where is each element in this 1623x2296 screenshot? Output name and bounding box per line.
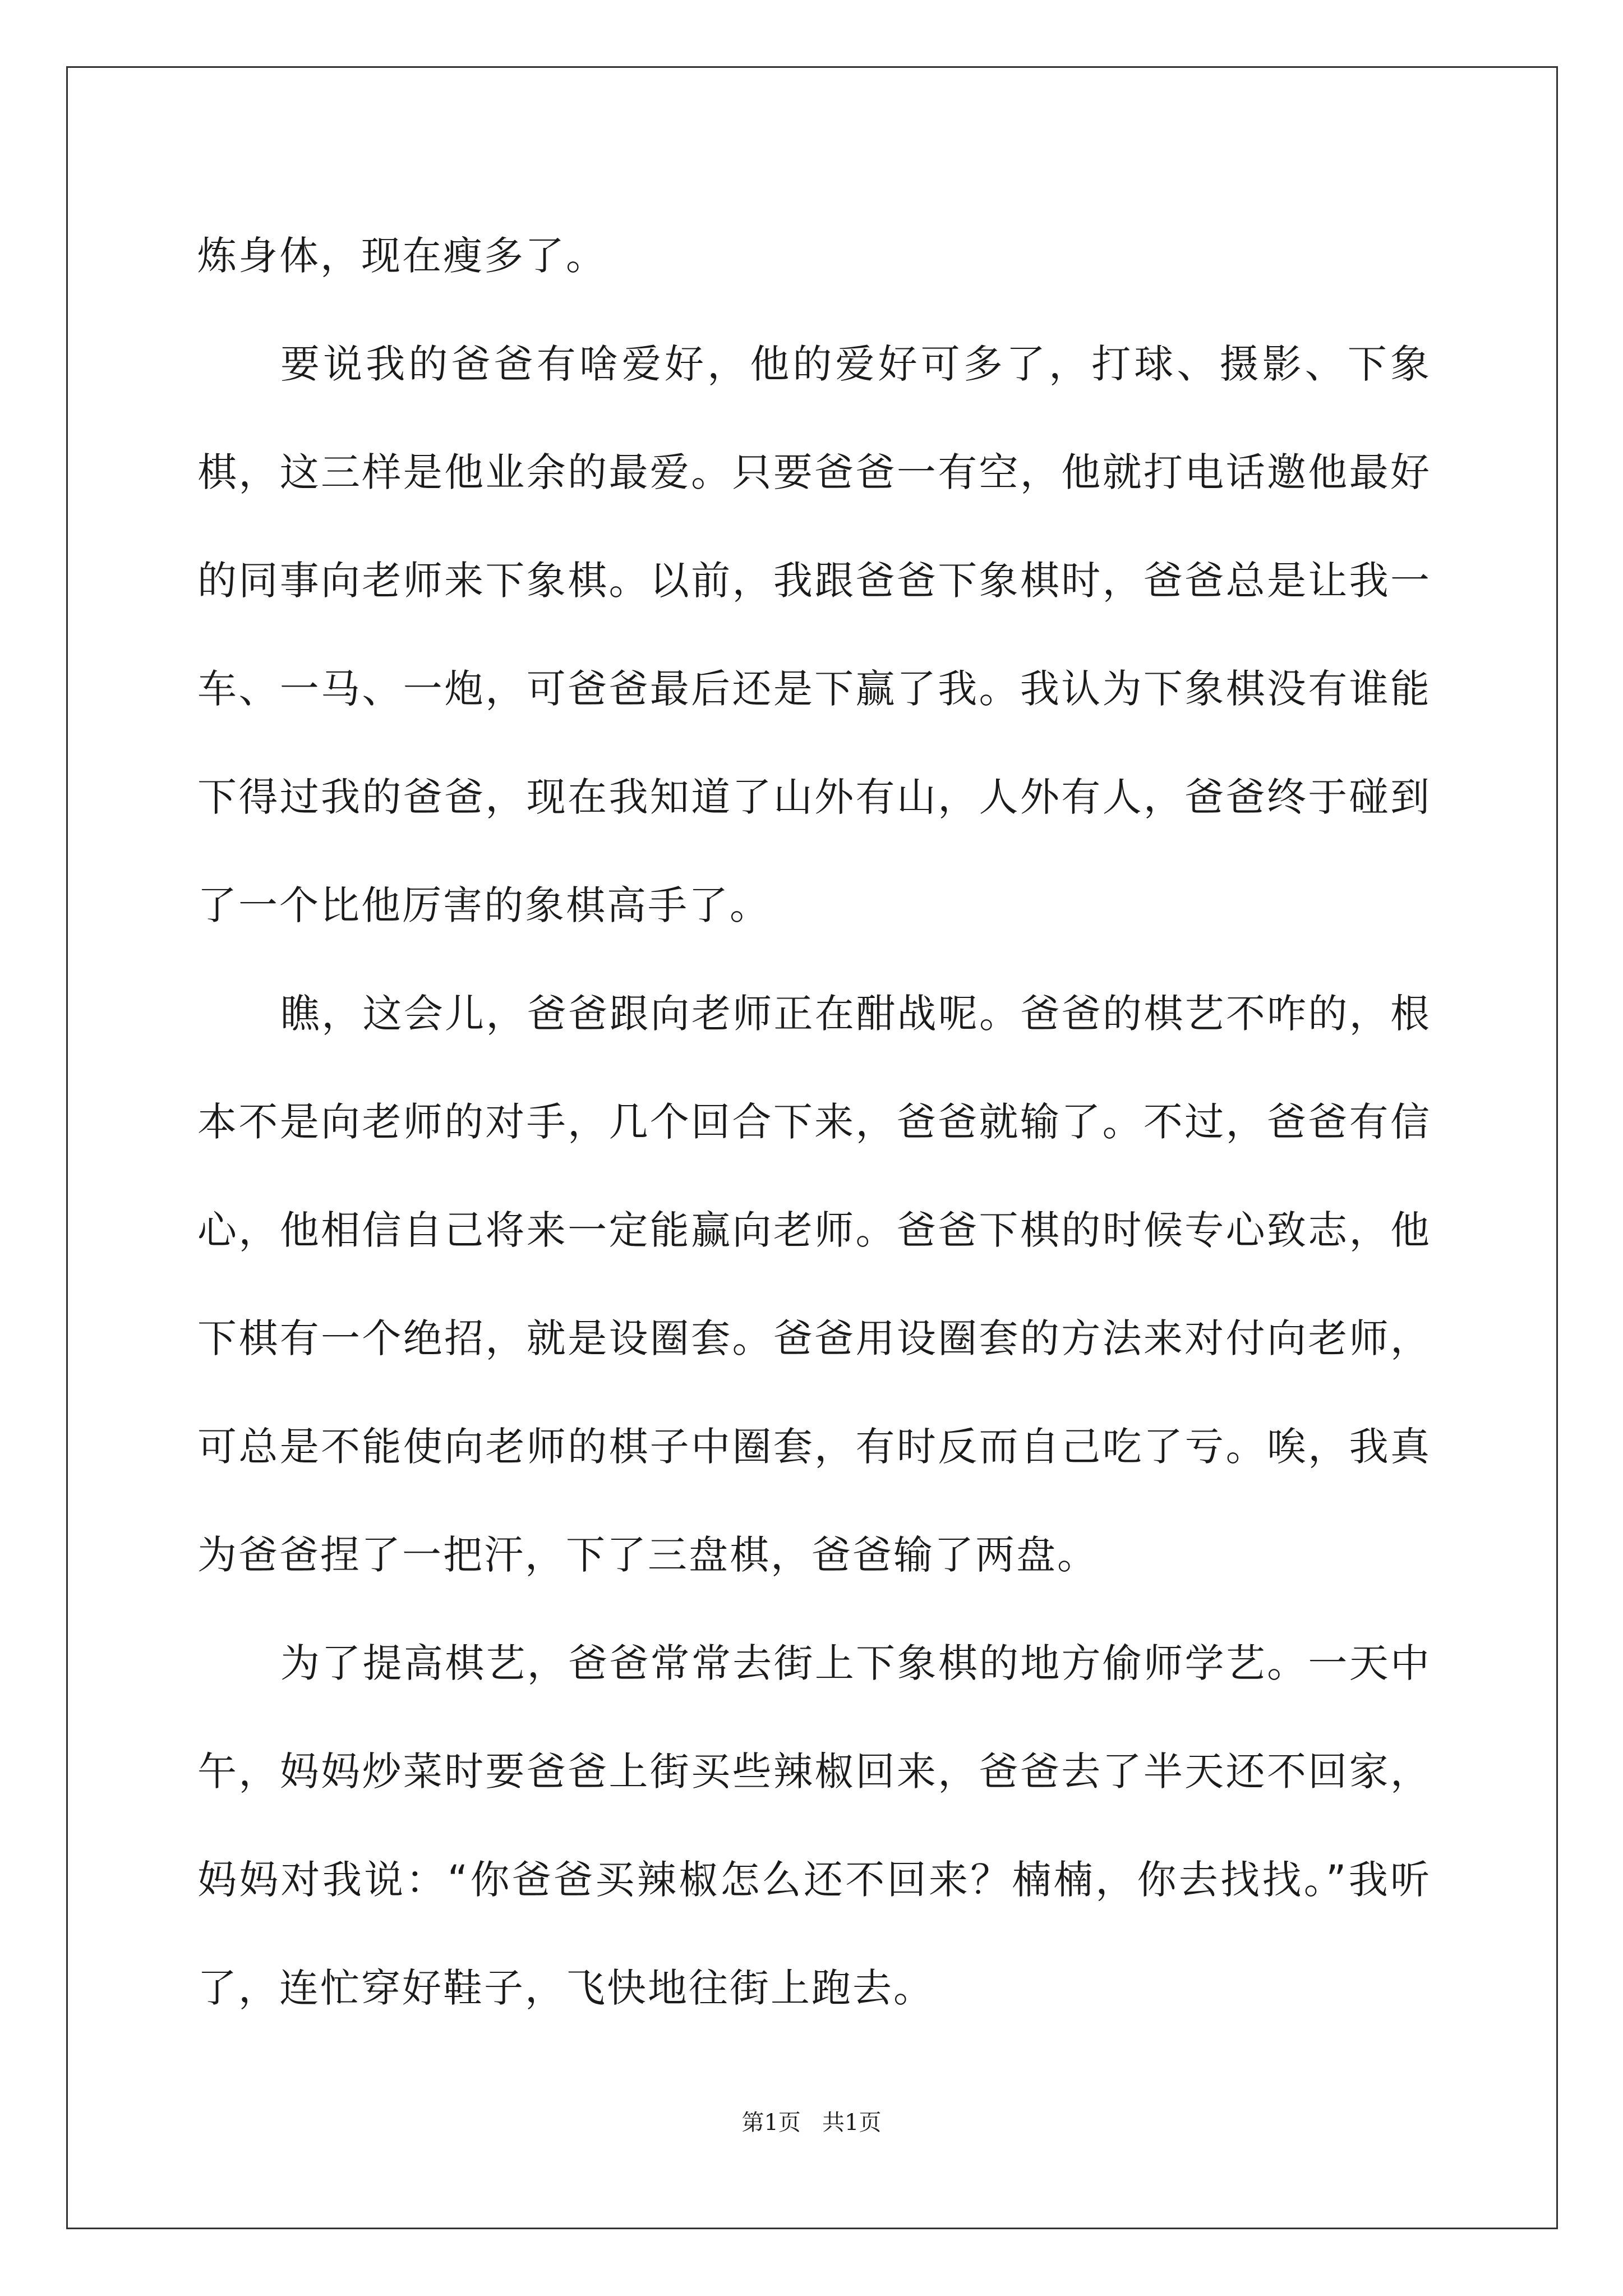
page-number-footer: 第1页 共1页: [741, 2110, 882, 2136]
paragraph-3: 瞧，这会儿，爸爸跟向老师正在酣战呢。爸爸的棋艺不咋的，根本不是向老师的对手，几个回合下来，爸爸就输了。不过，爸爸有信心，他相信自己将来一定能赢向老师。爸爸下棋的时候专心致志，他下棋有一个绝招，就是设圈套。爸爸用设圈套的方法来对付向老师，可总是不能使向老师的棋子中圈套，有时反而自己吃了亏。唉，我真为爸爸捏了一把汗，下了三盘棋，爸爸输了两盘。: [197, 991, 1431, 1578]
document-body: [197, 202, 1431, 2042]
paragraph-4: 为了提高棋艺，爸爸常常去街上下象棋的地方偷师学艺。一天中午，妈妈炒菜时要爸爸上街买些辣椒回来，爸爸去了半天还不回家，妈妈对我说：“你爸爸买辣椒怎么还不回来？楠楠，你去找找。”我听了，连忙穿好鞋子，飞快地往街上跑去。: [197, 1640, 1431, 2011]
paragraph-1: 炼身体，现在瘦多了。: [197, 233, 607, 279]
paragraph-2: 要说我的爸爸有啥爱好，他的爱好可多了，打球、摄影、下象棋，这三样是他业余的最爱。只要爸爸一有空，他就打电话邀他最好的同事向老师来下象棋。以前，我跟爸爸下象棋时，爸爸总是让我一车、一马、一炮，可爸爸最后还是下赢了我。我认为下象棋没有谁能下得过我的爸爸，现在我知道了山外有山，人外有人，爸爸终于碰到了一个比他厉害的象棋高手了。: [197, 341, 1431, 928]
